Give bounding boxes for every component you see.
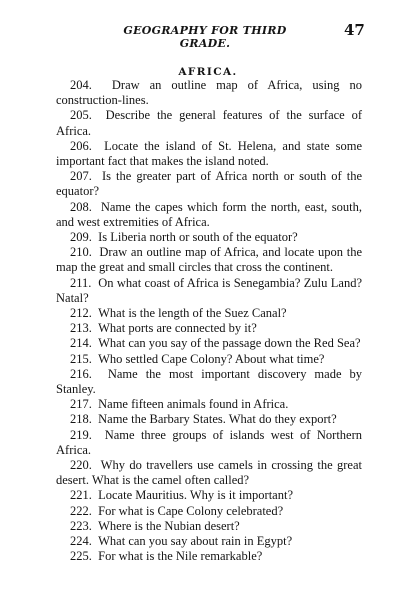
question-item (56, 336, 362, 351)
question-number: 219. (70, 427, 92, 442)
question-number: 224. (70, 534, 92, 549)
question-item (56, 245, 362, 275)
question-number: 217. (70, 397, 92, 412)
question-item (56, 321, 362, 336)
question-text: Is the greater part of Africa north or south of the equator? (56, 169, 363, 199)
question-number: 225. (70, 549, 92, 564)
question-text: Describe the general features of the surface of Africa. (56, 108, 362, 138)
running-title: GEOGRAPHY FOR THIRD GRADE. (123, 24, 287, 50)
question-text: What can you say about rain in Egypt? (98, 534, 293, 549)
question-item (56, 230, 362, 245)
question-number: 216. (70, 366, 92, 381)
question-number: 218. (70, 412, 92, 427)
question-number: 214. (70, 336, 92, 351)
question-item (56, 78, 362, 108)
question-number: 212. (70, 306, 92, 321)
question-text: For what is Cape Colony celebrated? (98, 503, 284, 518)
question-item (56, 169, 362, 199)
question-item (56, 458, 362, 488)
question-number: 222. (70, 503, 92, 518)
question-number: 223. (70, 518, 92, 533)
question-text: Who settled Cape Colony? About what time? (98, 351, 325, 366)
question-item (56, 488, 362, 503)
question-number: 207. (70, 169, 92, 184)
question-text: Name the capes which form the north, east, south, and west extremities of Africa. (56, 199, 362, 229)
question-item (56, 534, 362, 549)
question-text: Name three groups of islands west of Northern Africa. (56, 427, 362, 457)
question-number: 211. (70, 275, 92, 290)
question-text: On what coast of Africa is Senegambia? Zulu Land? Natal? (56, 275, 363, 305)
question-item (56, 139, 362, 169)
question-item (56, 504, 362, 519)
question-item (56, 367, 362, 397)
question-text: Locate the island of St. Helena, and state some important fact that makes the island noted. (56, 138, 362, 169)
question-number: 208. (70, 199, 92, 214)
question-item (56, 519, 362, 534)
question-number: 206. (70, 138, 92, 153)
page-number: 47 (344, 21, 365, 39)
question-number: 213. (70, 321, 92, 336)
question-number: 205. (70, 108, 92, 123)
question-text: Name fifteen animals found in Africa. (98, 397, 289, 412)
question-item (56, 428, 362, 458)
question-number: 209. (70, 230, 92, 245)
question-text: Name the Barbary States. What do they export? (98, 412, 337, 427)
question-item (56, 108, 362, 138)
question-text: What ports are connected by it? (98, 321, 257, 336)
question-number: 220. (70, 458, 92, 473)
question-text: Why do travellers use camels in crossing the great desert. What is the camel often called? (56, 458, 362, 488)
question-item (56, 352, 362, 367)
question-text: For what is the Nile remarkable? (98, 549, 263, 564)
question-item (56, 549, 362, 564)
question-text: What can you say of the passage down the Red Sea? (98, 336, 361, 351)
question-number: 215. (70, 351, 92, 366)
question-text: Name the most important discovery made by Stanley. (56, 366, 362, 397)
question-item (56, 397, 362, 412)
question-text: Locate Mauritius. Why is it important? (98, 488, 293, 503)
question-text: Draw an outline map of Africa, using no construction-lines. (56, 78, 362, 108)
question-text: Is Liberia north or south of the equator? (98, 230, 298, 245)
question-text: Draw an outline map of Africa, and locate upon the map the great and small circles that cross the continent. (56, 245, 363, 275)
question-item (56, 200, 362, 230)
section-heading: AFRICA. (178, 66, 238, 78)
question-item (56, 276, 362, 306)
question-text: What is the length of the Suez Canal? (98, 306, 287, 321)
question-list (56, 78, 362, 565)
question-item (56, 306, 362, 321)
question-text: Where is the Nubian desert? (98, 518, 240, 533)
question-number: 221. (70, 488, 92, 503)
question-item (56, 412, 362, 427)
question-number: 204. (70, 78, 92, 92)
question-number: 210. (70, 245, 92, 260)
